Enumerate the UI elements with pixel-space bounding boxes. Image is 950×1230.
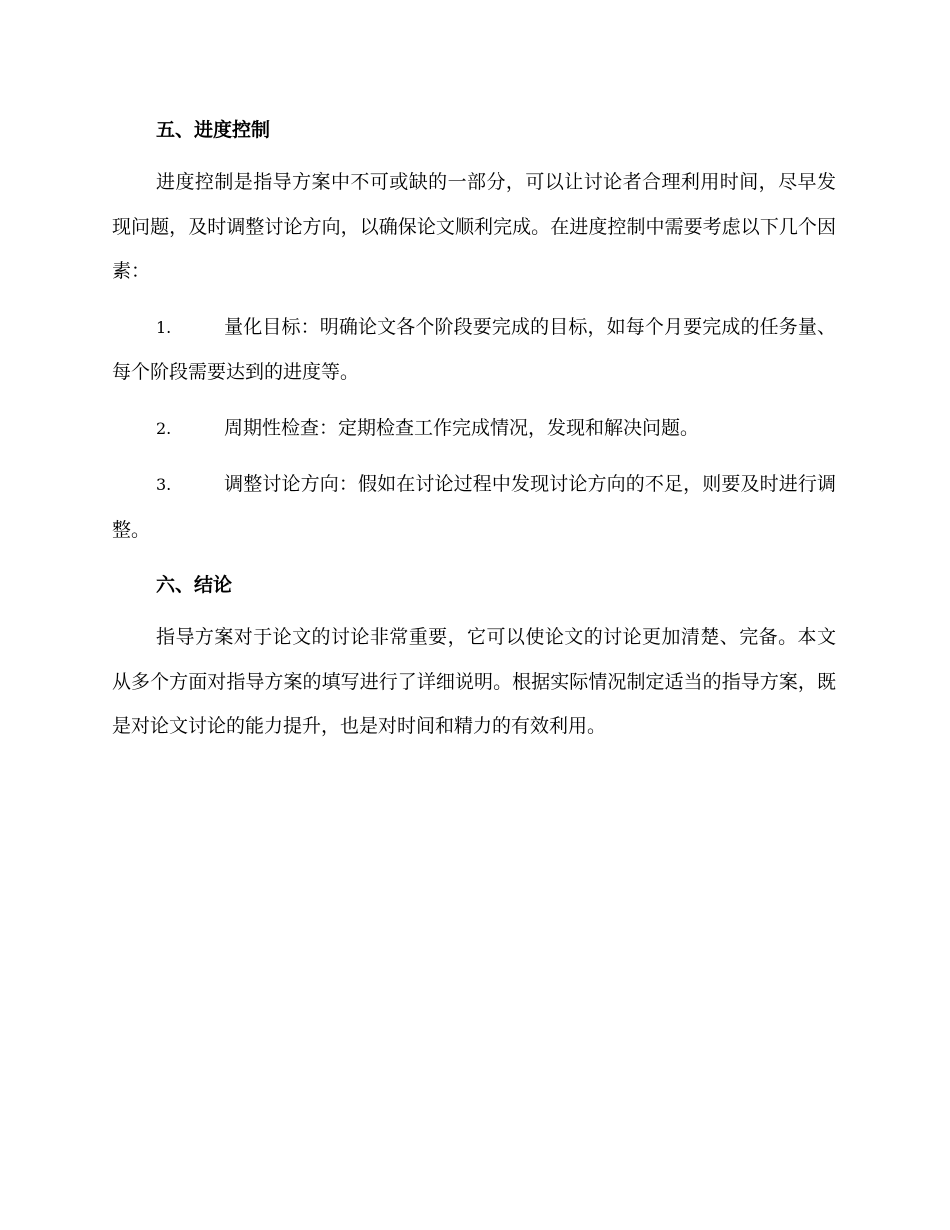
list-number: 1. (156, 317, 172, 337)
section-heading-progress-control: 五、进度控制 (156, 119, 271, 141)
paragraph-conclusion: 指导方案对于论文的讨论非常重要，它可以使论文的讨论更加清楚、完备。本文从多个方面对指导方案的填写进行了详细说明。根据实际情况制定适当的指导方案，既是对论文讨论的能力提升，也是对时间和精力的有效利用。 (112, 626, 836, 737)
section-heading-conclusion: 六、结论 (156, 574, 233, 596)
paragraph-progress-intro: 进度控制是指导方案中不可或缺的一部分，可以让讨论者合理利用时间，尽早发现问题，及时调整讨论方向，以确保论文顺利完成。在进度控制中需要考虑以下几个因素： (112, 171, 836, 282)
list-item (112, 406, 836, 452)
list-item-text: 调整讨论方向：假如在讨论过程中发现讨论方向的不足，则要及时进行调整。 (112, 473, 836, 541)
list-item-text: 周期性检查：定期检查工作完成情况，发现和解决问题。 (224, 416, 700, 439)
list-number: 3. (156, 475, 172, 494)
document-page (112, 108, 836, 760)
list-number: 2. (156, 418, 172, 438)
list-item (112, 462, 836, 552)
list-item-text: 量化目标：明确论文各个阶段要完成的目标，如每个月要完成的任务量、每个阶段需要达到的进度等。 (112, 315, 836, 383)
list-item (112, 305, 836, 395)
